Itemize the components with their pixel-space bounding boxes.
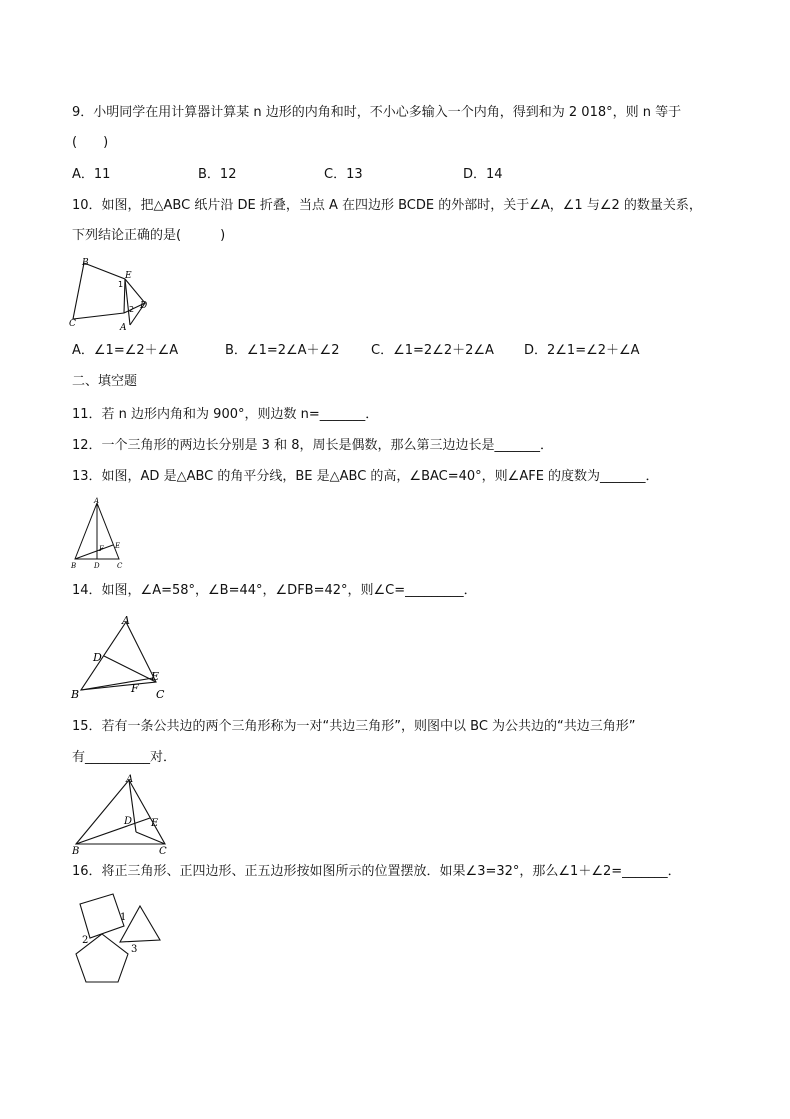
q13-label-b: B bbox=[71, 562, 77, 570]
q14-figure bbox=[68, 612, 178, 704]
q10-label-a: A bbox=[120, 323, 127, 333]
q15-label-a: A bbox=[126, 774, 134, 785]
q15-label-c: C bbox=[159, 846, 167, 857]
q10-line1: 10．如图，把△ABC 纸片沿 DE 折叠，当点 A 在四边形 BCDE 的外部时，关于∠A，∠1 与∠2 的数量关系， bbox=[72, 198, 702, 213]
q9-line1: 9．小明同学在用计算器计算某 n 边形的内角和时，不小心多输入一个内角，得到和为 2 018°，则 n 等于 bbox=[72, 105, 682, 120]
q10-figure bbox=[68, 255, 158, 335]
q10-label-c: C bbox=[69, 319, 76, 329]
q10-label-d: D bbox=[140, 301, 148, 311]
q15-label-e: E bbox=[151, 818, 159, 829]
q11-text: 11．若 n 边形内角和为 900°，则边数 n=_______． bbox=[72, 407, 379, 422]
q15-line1: 15．若有一条公共边的两个三角形称为一对“共边三角形”，则图中以 BC 为公共边的“共边三角形” bbox=[72, 719, 636, 734]
q16-figure bbox=[68, 888, 168, 984]
q12-text: 12．一个三角形的两边长分别是 3 和 8，周长是偶数，那么第三边边长是_______． bbox=[72, 438, 553, 453]
q14-label-f: F bbox=[131, 682, 139, 695]
q16-text: 16．将正三角形、正四边形、正五边形按如图所示的位置摆放．如果∠3=32°，那么∠1＋∠2=_______． bbox=[72, 864, 681, 879]
q13-label-d: D bbox=[94, 562, 100, 570]
q13-label-f: F bbox=[99, 545, 104, 553]
q10-label-b: B bbox=[82, 258, 89, 268]
q9-option-d: D．14 bbox=[463, 167, 503, 182]
q14-label-b: B bbox=[71, 688, 80, 701]
q10-label-e: E bbox=[125, 271, 132, 281]
q9-line2: ( ) bbox=[72, 135, 109, 150]
q13-label-a: A bbox=[94, 497, 100, 505]
q16-label-3: 3 bbox=[131, 944, 138, 955]
q15-line2: 有__________对． bbox=[72, 750, 177, 765]
q15-label-b: B bbox=[72, 846, 80, 857]
q16-label-2: 2 bbox=[82, 935, 89, 946]
q15-figure bbox=[68, 772, 172, 858]
q10-line2: 下列结论正确的是( ) bbox=[72, 228, 226, 243]
q14-text: 14．如图，∠A=58°，∠B=44°，∠DFB=42°，则∠C=_________． bbox=[72, 583, 477, 598]
q10-label-2: 2 bbox=[129, 305, 135, 314]
section-heading: 二、填空题 bbox=[72, 374, 138, 389]
q10-option-c: C．∠1=2∠2＋2∠A bbox=[371, 343, 494, 358]
q10-label-1: 1 bbox=[118, 280, 124, 289]
q14-label-d: D bbox=[93, 651, 102, 664]
q9-option-b: B．12 bbox=[198, 167, 237, 182]
q13-label-c: C bbox=[117, 562, 123, 570]
q14-label-e: E bbox=[151, 670, 160, 683]
q10-option-b: B．∠1=2∠A＋∠2 bbox=[225, 343, 340, 358]
q14-label-c: C bbox=[156, 688, 165, 701]
q9-option-a: A．11 bbox=[72, 167, 111, 182]
q10-option-d: D．2∠1=∠2＋∠A bbox=[524, 343, 640, 358]
q13-figure bbox=[68, 495, 128, 571]
q10-option-a: A．∠1=∠2＋∠A bbox=[72, 343, 179, 358]
q13-label-e: E bbox=[115, 542, 121, 550]
q15-label-d: D bbox=[124, 816, 133, 827]
q14-label-a: A bbox=[122, 614, 130, 627]
q16-label-1: 1 bbox=[120, 912, 127, 923]
q13-text: 13．如图，AD 是△ABC 的角平分线，BE 是△ABC 的高，∠BAC=40°，则∠AFE 的度数为_______． bbox=[72, 469, 659, 484]
q9-option-c: C．13 bbox=[324, 167, 363, 182]
